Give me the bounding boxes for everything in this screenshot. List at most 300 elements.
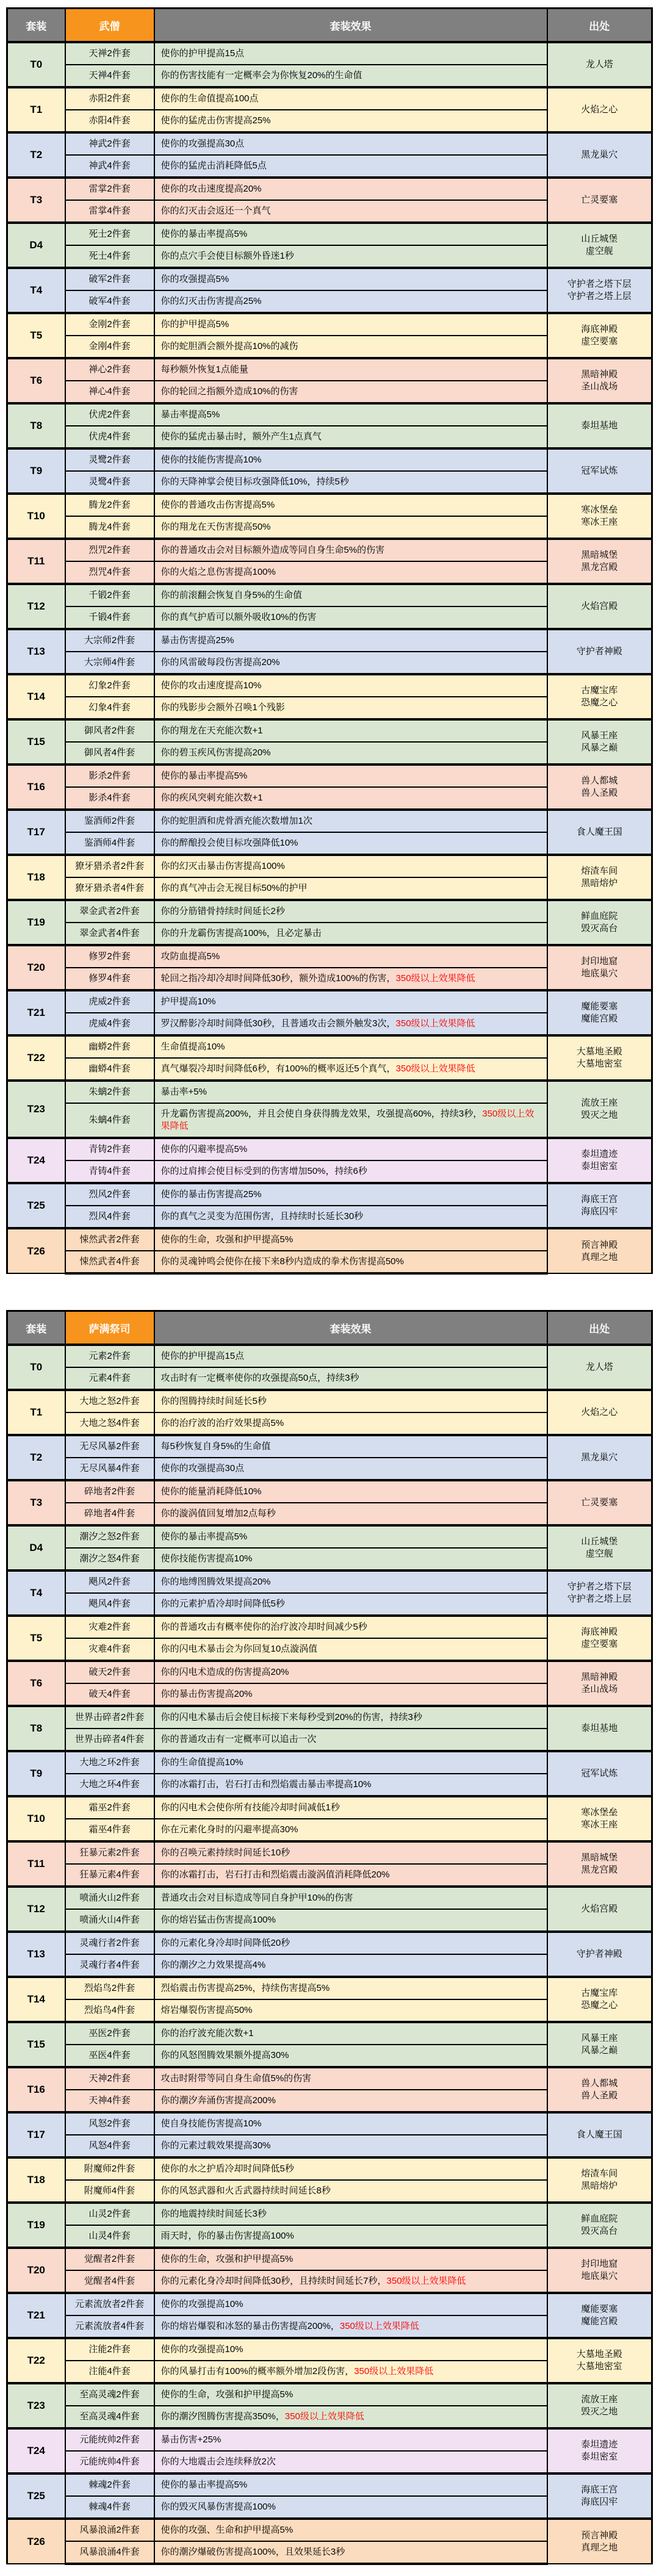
- tier-label: T1: [7, 87, 65, 132]
- piece-effect: [154, 1661, 547, 1683]
- col-header-set: 套装: [7, 1311, 65, 1345]
- effect-text: 你的潮汐奔涌伤害提高200%: [160, 2095, 276, 2106]
- tier-label: T23: [7, 1081, 65, 1138]
- tier-label: T13: [7, 629, 65, 674]
- piece-name: 鉴酒师4件套: [65, 832, 154, 855]
- piece-effect: [154, 1251, 547, 1273]
- piece-name: 鉴酒师2件套: [65, 810, 154, 832]
- piece-name: 烈风4件套: [65, 1206, 154, 1228]
- set-row: [7, 2203, 652, 2225]
- piece-effect: [154, 2225, 547, 2248]
- set-row: [7, 2157, 652, 2180]
- piece-name: 棘魂4件套: [65, 2496, 154, 2519]
- piece-effect: [154, 1638, 547, 1661]
- piece-name: 虎威2件套: [65, 990, 154, 1013]
- piece-name: 风暴浪涌4件套: [65, 2541, 154, 2564]
- piece-name: 獠牙猎杀者2件套: [65, 855, 154, 877]
- piece-name: 元素2件套: [65, 1345, 154, 1367]
- set-row: [7, 629, 652, 652]
- tier-label: T25: [7, 1183, 65, 1228]
- piece-effect: [154, 877, 547, 900]
- piece-effect: [154, 584, 547, 606]
- set-row: [7, 1977, 652, 1999]
- tier-label: T12: [7, 1887, 65, 1932]
- effect-text: 使你的攻强提高30点: [160, 139, 245, 149]
- source-label: 泰坦遗迹 泰坦密室: [547, 1138, 652, 1183]
- piece-name: 悚然武者2件套: [65, 1228, 154, 1251]
- piece-name: 天神4件套: [65, 2090, 154, 2112]
- effect-text: 使你的生命，攻强和护甲提高5%: [160, 2254, 293, 2264]
- effect-text: 你的天降神掌会使目标攻强降低10%，持续5秒: [160, 477, 349, 487]
- tier-label: T22: [7, 2338, 65, 2383]
- piece-name: 世界击碎者2件套: [65, 1706, 154, 1729]
- effect-text: 使你的攻强提高10%: [160, 2344, 243, 2355]
- piece-name: 幻象4件套: [65, 697, 154, 719]
- effect-text: 熔岩爆裂伤害提高50%: [160, 2005, 253, 2015]
- monk-table-body: [7, 42, 652, 1273]
- piece-effect: [154, 2270, 547, 2293]
- effect-text: 你的闪电术造成的伤害提高20%: [160, 1667, 289, 1677]
- tier-label: T24: [7, 2428, 65, 2473]
- piece-name: 巫医4件套: [65, 2045, 154, 2067]
- monk-set-table: [6, 7, 653, 1275]
- col-header-class-monk: 武僧: [65, 9, 154, 43]
- source-label: 流放王座 毁灭之地: [547, 1081, 652, 1138]
- piece-name: 腾龙4件套: [65, 516, 154, 539]
- tier-label: T16: [7, 765, 65, 810]
- effect-text: 你的熔岩猛击伤害提高100%: [160, 1915, 276, 1925]
- header-row: [7, 1311, 652, 1345]
- set-row: [7, 2473, 652, 2496]
- effect-text: 你的大地震击会连续释放2次: [160, 2456, 276, 2467]
- piece-name: 青铸2件套: [65, 1138, 154, 1160]
- source-label: 黑暗城堡 黑龙宫殿: [547, 1841, 652, 1887]
- piece-effect: [154, 2180, 547, 2203]
- piece-name: 飓风4件套: [65, 1593, 154, 1616]
- piece-name: 大地之怒2件套: [65, 1390, 154, 1412]
- set-row: [7, 719, 652, 742]
- set-row: [7, 42, 652, 65]
- header-row: [7, 9, 652, 43]
- piece-name: 无尽风暴2件套: [65, 1435, 154, 1458]
- piece-effect: [154, 1706, 547, 1729]
- tier-label: T9: [7, 448, 65, 494]
- piece-name: 灵鹭2件套: [65, 448, 154, 471]
- piece-effect: [154, 1751, 547, 1774]
- source-label: 山丘城堡 虚空舰: [547, 223, 652, 268]
- tier-label: T12: [7, 584, 65, 629]
- source-label: 魔能要塞 魔能宫殿: [547, 990, 652, 1035]
- piece-effect: [154, 2428, 547, 2451]
- effect-text: 你的普通攻击会对目标额外造成等同自身生命5%的伤害: [160, 545, 385, 555]
- piece-effect: [154, 2157, 547, 2180]
- set-row: [7, 1480, 652, 1503]
- piece-effect: [154, 42, 547, 65]
- effect-text: 你的灵魂钟鸣会使你在接下来8秒内造成的拳术伤害提高50%: [160, 1256, 404, 1267]
- piece-name: 幽蟒2件套: [65, 1035, 154, 1058]
- source-label: 风暴王座 风暴之巅: [547, 719, 652, 765]
- piece-effect: [154, 606, 547, 629]
- effect-level-warning: 350级以上效果降低: [395, 1063, 475, 1074]
- set-row: [7, 87, 652, 110]
- piece-name: 翠金武者4件套: [65, 923, 154, 945]
- piece-name: 烈焰鸟2件套: [65, 1977, 154, 1999]
- effect-text: 护甲提高10%: [160, 996, 216, 1007]
- effect-text: 你的护甲提高5%: [160, 319, 229, 329]
- piece-name: 虎威4件套: [65, 1013, 154, 1035]
- effect-text: 你的碧玉疾风伤害提高20%: [160, 747, 271, 758]
- piece-effect: [154, 1954, 547, 1977]
- piece-effect: [154, 697, 547, 719]
- effect-text: 你的召唤元素持续时间延长10秒: [160, 1847, 290, 1858]
- piece-name: 霜巫2件套: [65, 1796, 154, 1819]
- set-row: [7, 674, 652, 697]
- piece-name: 碎地者4件套: [65, 1503, 154, 1525]
- piece-name: 注能2件套: [65, 2338, 154, 2361]
- piece-name: 注能4件套: [65, 2361, 154, 2383]
- effect-level-warning: 350级以上效果降低: [386, 2276, 466, 2286]
- piece-effect: [154, 1729, 547, 1751]
- tier-label: T18: [7, 855, 65, 900]
- tier-label: T2: [7, 1435, 65, 1480]
- piece-effect: [154, 1183, 547, 1206]
- effect-text: 使你的攻击速度提高20%: [160, 184, 262, 194]
- piece-effect: [154, 561, 547, 584]
- piece-effect: [154, 2203, 547, 2225]
- piece-effect: [154, 900, 547, 923]
- effect-text: 你的攻强提高5%: [160, 274, 229, 284]
- effect-text: 你的点穴手会使目标额外昏迷1秒: [160, 251, 294, 261]
- piece-name: 神武2件套: [65, 132, 154, 155]
- col-header-source: 出处: [547, 9, 652, 43]
- set-row: [7, 1228, 652, 1251]
- piece-name: 元素4件套: [65, 1367, 154, 1390]
- tier-label: T16: [7, 2067, 65, 2112]
- effect-text: 你的幻灭击暴击伤害提高100%: [160, 861, 285, 871]
- set-row: [7, 1616, 652, 1638]
- set-row: [7, 1138, 652, 1160]
- piece-name: 至高灵魂2件套: [65, 2383, 154, 2406]
- effect-text: 你的生命值提高10%: [160, 1757, 243, 1768]
- effect-text: 使你的能量消耗降低10%: [160, 1486, 262, 1497]
- piece-effect: [154, 1819, 547, 1841]
- piece-name: 天禅4件套: [65, 65, 154, 87]
- piece-effect: [154, 200, 547, 223]
- piece-name: 喷涌火山4件套: [65, 1909, 154, 1932]
- piece-name: 元素流放者4件套: [65, 2315, 154, 2338]
- piece-effect: [154, 1887, 547, 1909]
- set-row: [7, 403, 652, 426]
- effect-text: 使你的普通攻击伤害提高5%: [160, 500, 275, 510]
- source-label: 寒冰堡垒 寒冰王座: [547, 494, 652, 539]
- effect-text: 你的闪电术暴击后会使目标接下来每秒受到20%的伤害，持续3秒: [160, 1712, 422, 1722]
- set-row: [7, 1841, 652, 1864]
- effect-text: 每5秒恢复自身5%的生命值: [160, 1441, 271, 1452]
- piece-effect: [154, 1909, 547, 1932]
- set-row: [7, 1081, 652, 1103]
- source-label: 海底神殿 虚空要塞: [547, 313, 652, 358]
- effect-text: 使你的护甲提高15点: [160, 1351, 245, 1361]
- piece-name: 山灵2件套: [65, 2203, 154, 2225]
- tier-label: T15: [7, 719, 65, 765]
- set-row: [7, 584, 652, 606]
- effect-text: 真气爆裂冷却时间降低6秒，有100%的概率返还5个真气，: [160, 1063, 396, 1074]
- piece-effect: [154, 2022, 547, 2045]
- piece-name: 神武4件套: [65, 155, 154, 178]
- set-row: [7, 1887, 652, 1909]
- piece-effect: [154, 516, 547, 539]
- piece-name: 无尽风暴4件套: [65, 1458, 154, 1480]
- source-label: 寒冰堡垒 寒冰王座: [547, 1796, 652, 1841]
- piece-name: 风怒2件套: [65, 2112, 154, 2135]
- effect-text: 每秒额外恢复1点能量: [160, 364, 248, 375]
- set-row: [7, 1435, 652, 1458]
- piece-name: 飓风2件套: [65, 1570, 154, 1593]
- effect-text: 烈焰震击伤害提高25%，持续伤害提高5%: [160, 1983, 330, 1993]
- effect-text: 你的风雷破每段伤害提高20%: [160, 657, 280, 667]
- set-row: [7, 1932, 652, 1954]
- tier-label: T5: [7, 313, 65, 358]
- effect-text: 罗汉醉影冷却时间降低30秒，且普通攻击会额外触发3次，: [160, 1018, 396, 1029]
- effect-text: 你的元素护盾冷却时间降低5秒: [160, 1599, 285, 1609]
- effect-text: 你的图腾持续时间延长5秒: [160, 1396, 267, 1406]
- effect-text: 使你的生命，攻强和护甲提高5%: [160, 2389, 293, 2400]
- source-label: 海底王宫 海底囚牢: [547, 2473, 652, 2519]
- piece-name: 元能统帅4件套: [65, 2451, 154, 2473]
- piece-name: 元素流放者2件套: [65, 2293, 154, 2315]
- effect-text: 你的潮汐之力效果提高4%: [160, 1960, 266, 1970]
- shaman-table-body: [7, 1345, 652, 2564]
- piece-name: 觉醒者2件套: [65, 2248, 154, 2270]
- tier-label: T8: [7, 403, 65, 448]
- piece-effect: [154, 2293, 547, 2315]
- effect-text: 使你的暴击率提高5%: [160, 229, 248, 239]
- tier-label: T11: [7, 1841, 65, 1887]
- effect-text: 使你的生命，攻强和护甲提高5%: [160, 1234, 293, 1245]
- effect-text: 你在元素化身时的闪避率提高30%: [160, 1824, 298, 1835]
- piece-name: 禅心4件套: [65, 381, 154, 403]
- effect-text: 使你的攻强、生命和护甲提高5%: [160, 2525, 293, 2535]
- set-row: [7, 358, 652, 381]
- tier-label: T11: [7, 539, 65, 584]
- piece-name: 碎地者2件套: [65, 1480, 154, 1503]
- source-label: 火焰之心: [547, 87, 652, 132]
- tier-label: T0: [7, 42, 65, 87]
- tier-label: T13: [7, 1932, 65, 1977]
- set-row: [7, 855, 652, 877]
- effect-text: 使你的暴击率提高5%: [160, 771, 248, 781]
- set-row: [7, 132, 652, 155]
- piece-name: 觉醒者4件套: [65, 2270, 154, 2293]
- set-row: [7, 2067, 652, 2090]
- piece-effect: [154, 2451, 547, 2473]
- piece-name: 金刚4件套: [65, 336, 154, 358]
- set-row: [7, 1390, 652, 1412]
- effect-level-warning: 350级以上效果降低: [354, 2366, 434, 2376]
- source-label: 黑龙巢穴: [547, 1435, 652, 1480]
- piece-name: 悚然武者4件套: [65, 1251, 154, 1273]
- piece-effect: [154, 629, 547, 652]
- piece-effect: [154, 245, 547, 268]
- piece-effect: [154, 719, 547, 742]
- piece-effect: [154, 1138, 547, 1160]
- piece-name: 潮汐之怒2件套: [65, 1525, 154, 1548]
- effect-level-warning: 350级以上效果降低: [284, 2411, 364, 2422]
- effect-text: 使你的技能伤害提高10%: [160, 455, 262, 465]
- piece-name: 禅心2件套: [65, 358, 154, 381]
- effect-text: 你的元素化身冷却时间降低20秒: [160, 1938, 290, 1948]
- piece-effect: [154, 2541, 547, 2564]
- piece-name: 至高灵魂4件套: [65, 2406, 154, 2428]
- set-row: [7, 223, 652, 245]
- piece-effect: [154, 155, 547, 178]
- tier-label: T6: [7, 358, 65, 403]
- piece-name: 狂暴元素4件套: [65, 1864, 154, 1887]
- set-row: [7, 2293, 652, 2315]
- effect-text: 攻防血提高5%: [160, 951, 220, 962]
- piece-name: 灵魂行者4件套: [65, 1954, 154, 1977]
- set-row: [7, 1796, 652, 1819]
- effect-text: 你的伤害技能有一定概率会为你恢复20%的生命值: [160, 70, 362, 81]
- piece-name: 幽蟒4件套: [65, 1058, 154, 1081]
- piece-name: 附魔师2件套: [65, 2157, 154, 2180]
- effect-text: 你的真气之灵变为范围伤害，且持续时长延长30秒: [160, 1211, 364, 1221]
- col-header-source: 出处: [547, 1311, 652, 1345]
- piece-name: 灾难2件套: [65, 1616, 154, 1638]
- piece-effect: [154, 132, 547, 155]
- tier-label: T8: [7, 1706, 65, 1751]
- piece-name: 御风者4件套: [65, 742, 154, 765]
- effect-text: 你的幻灭击伤害提高25%: [160, 296, 262, 306]
- piece-effect: [154, 223, 547, 245]
- tier-label: D4: [7, 223, 65, 268]
- piece-effect: [154, 1570, 547, 1593]
- tier-label: T9: [7, 1751, 65, 1796]
- piece-effect: [154, 923, 547, 945]
- piece-name: 腾龙2件套: [65, 494, 154, 516]
- set-row: [7, 448, 652, 471]
- piece-name: 霜巫4件套: [65, 1819, 154, 1841]
- effect-text: 你的闪电术暴击会为你回复10点漩涡值: [160, 1644, 318, 1654]
- set-row: [7, 313, 652, 336]
- piece-name: 巫医2件套: [65, 2022, 154, 2045]
- piece-name: 影杀4件套: [65, 787, 154, 810]
- piece-name: 朱螭2件套: [65, 1081, 154, 1103]
- effect-text: 暴击伤害+25%: [160, 2434, 221, 2445]
- effect-text: 使你的生命值提高100点: [160, 93, 259, 104]
- source-label: 火焰宫殿: [547, 1887, 652, 1932]
- effect-text: 攻击时附带等同自身生命值5%的伤害: [160, 2073, 312, 2084]
- set-row: [7, 539, 652, 561]
- piece-effect: [154, 1932, 547, 1954]
- effect-text: 你的火焰之息伤害提高100%: [160, 567, 276, 577]
- source-label: 大墓地圣殿 大墓地密室: [547, 1035, 652, 1081]
- piece-name: 风暴浪涌2件套: [65, 2519, 154, 2541]
- effect-text: 升龙霸伤害提高200%，并且会使自身获得腾龙效果，攻强提高60%，持续3秒，: [160, 1109, 483, 1119]
- effect-text: 使你的攻强提高30点: [160, 1463, 245, 1473]
- piece-effect: [154, 2496, 547, 2519]
- source-label: 兽人都城 兽人圣殿: [547, 765, 652, 810]
- piece-effect: [154, 1035, 547, 1058]
- piece-name: 破军2件套: [65, 268, 154, 290]
- effect-text: 你的分筋错骨持续时间延长2秒: [160, 906, 285, 916]
- tier-label: T19: [7, 2203, 65, 2248]
- effect-text: 使你的暴击率提高5%: [160, 2480, 248, 2490]
- piece-effect: [154, 810, 547, 832]
- piece-effect: [154, 2135, 547, 2157]
- piece-name: 獠牙猎杀者4件套: [65, 877, 154, 900]
- tier-label: T6: [7, 1661, 65, 1706]
- piece-effect: [154, 2519, 547, 2541]
- effect-text: 使你的暴击伤害提高25%: [160, 1189, 262, 1200]
- source-label: 风暴王座 风暴之巅: [547, 2022, 652, 2067]
- piece-name: 金刚2件套: [65, 313, 154, 336]
- effect-text: 使你的闪避率提高5%: [160, 1144, 248, 1154]
- effect-text: 轮回之指冷却冷却时间降低30秒，额外造成100%的伤害，: [160, 973, 396, 984]
- set-row: [7, 178, 652, 200]
- effect-level-warning: 350级以上效果降低: [339, 2321, 419, 2331]
- effect-text: 你的真气护盾可以额外吸收10%的伤害: [160, 612, 317, 622]
- effect-text: 你的冰霜打击，岩石打击和烈焰震击漩涡值消耗降低20%: [160, 1869, 390, 1880]
- effect-text: 使你技能伤害提高10%: [160, 1553, 253, 1564]
- piece-effect: [154, 2045, 547, 2067]
- effect-level-warning: 350级以上效果降低: [395, 973, 475, 984]
- set-row: [7, 1525, 652, 1548]
- piece-effect: [154, 990, 547, 1013]
- effect-text: 你的幻灭击会返还一个真气: [160, 206, 271, 216]
- piece-effect: [154, 1864, 547, 1887]
- source-label: 龙人塔: [547, 42, 652, 87]
- piece-name: 附魔师4件套: [65, 2180, 154, 2203]
- set-row: [7, 1661, 652, 1683]
- piece-name: 伏虎2件套: [65, 403, 154, 426]
- effect-text: 使你的水之护盾冷却时间降低5秒: [160, 2164, 294, 2174]
- tier-label: T21: [7, 2293, 65, 2338]
- piece-effect: [154, 1435, 547, 1458]
- tier-label: T3: [7, 1480, 65, 1525]
- piece-name: 影杀2件套: [65, 765, 154, 787]
- set-row: [7, 1751, 652, 1774]
- piece-name: 破天4件套: [65, 1683, 154, 1706]
- piece-effect: [154, 1999, 547, 2022]
- piece-effect: [154, 2361, 547, 2383]
- piece-effect: [154, 2315, 547, 2338]
- piece-effect: [154, 1548, 547, 1570]
- piece-name: 幻象2件套: [65, 674, 154, 697]
- piece-name: 死士4件套: [65, 245, 154, 268]
- set-row: [7, 1706, 652, 1729]
- piece-effect: [154, 2090, 547, 2112]
- effect-text: 你的地震持续时间延长3秒: [160, 2209, 267, 2219]
- piece-effect: [154, 2338, 547, 2361]
- tier-label: T18: [7, 2157, 65, 2203]
- effect-text: 使你的猛虎击伤害提高25%: [160, 115, 271, 126]
- piece-name: 死士2件套: [65, 223, 154, 245]
- source-label: 冠军试炼: [547, 1751, 652, 1796]
- set-row: [7, 2112, 652, 2135]
- piece-name: 狂暴元素2件套: [65, 1841, 154, 1864]
- effect-text: 你的暴击伤害提高20%: [160, 1689, 253, 1699]
- effect-text: 你的醉酿投会使目标攻强降低10%: [160, 838, 298, 848]
- effect-text: 你的闪电术会使你所有技能冷却时间减低1秒: [160, 1802, 340, 1813]
- piece-name: 潮汐之怒4件套: [65, 1548, 154, 1570]
- source-label: 冠军试炼: [547, 448, 652, 494]
- source-label: 泰坦基地: [547, 1706, 652, 1751]
- piece-name: 烈咒2件套: [65, 539, 154, 561]
- effect-text: 你的元素过载效果提高30%: [160, 2140, 271, 2151]
- piece-effect: [154, 110, 547, 132]
- piece-effect: [154, 2473, 547, 2496]
